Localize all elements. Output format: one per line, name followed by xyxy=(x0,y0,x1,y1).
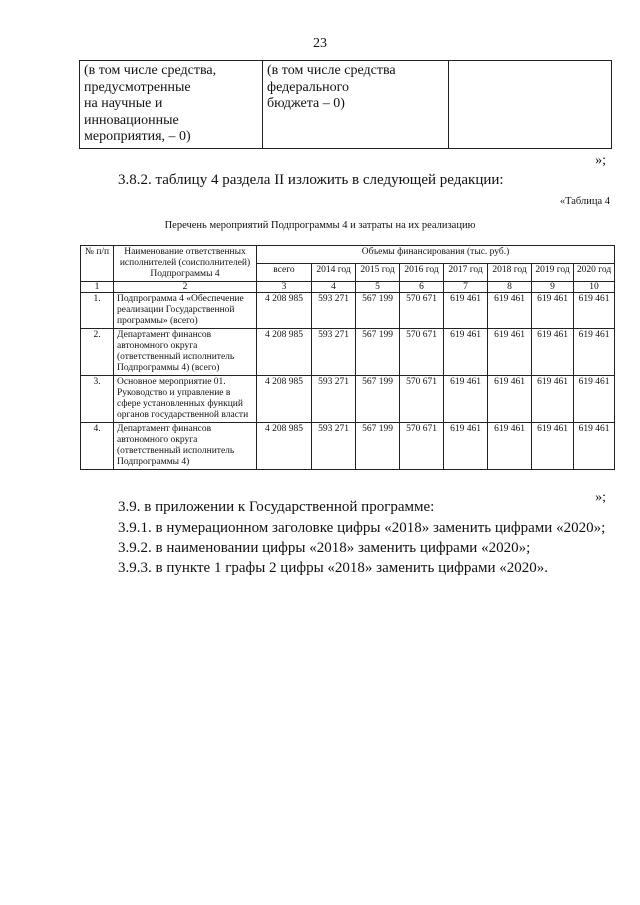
cell-line: федерального xyxy=(267,79,350,95)
paragraph: 3.9. в приложении к Государственной программе: xyxy=(118,499,435,515)
header-year: 2018 год xyxy=(488,264,532,282)
table-row xyxy=(81,376,615,423)
row-name: Департамент финансов автономного округа (ответственный исполнитель Подпрограммы 4) xyxy=(114,423,257,470)
cell-line: предусмотренные xyxy=(84,79,191,95)
header-financing-group: Объемы финансирования (тыс. руб.) xyxy=(257,246,615,264)
row-value: 593 271 xyxy=(312,423,356,470)
row-value: 619 461 xyxy=(574,329,615,376)
column-number: 7 xyxy=(444,282,488,293)
continuation-cell-2 xyxy=(263,61,449,149)
row-index: 3. xyxy=(81,376,114,423)
row-index: 1. xyxy=(81,293,114,329)
table-row xyxy=(81,423,615,470)
row-value: 619 461 xyxy=(532,329,574,376)
row-value: 570 671 xyxy=(400,376,444,423)
row-value: 619 461 xyxy=(444,293,488,329)
header-year: 2017 год xyxy=(444,264,488,282)
row-value: 567 199 xyxy=(356,329,400,376)
row-total: 4 208 985 xyxy=(257,423,312,470)
table-title: Перечень мероприятий Подпрограммы 4 и затраты на их реализацию xyxy=(164,220,476,231)
column-number: 9 xyxy=(532,282,574,293)
row-value: 593 271 xyxy=(312,329,356,376)
row-name: Департамент финансов автономного округа (ответственный исполнитель Подпрограммы 4) (всего) xyxy=(114,329,257,376)
financing-table xyxy=(80,245,615,470)
header-year: 2016 год xyxy=(400,264,444,282)
column-number: 1 xyxy=(81,282,114,293)
row-value: 619 461 xyxy=(444,376,488,423)
row-value: 570 671 xyxy=(400,329,444,376)
row-value: 619 461 xyxy=(574,293,615,329)
page-number: 23 xyxy=(313,36,327,51)
cell-line: (в том числе средства, xyxy=(84,63,217,78)
header-year: 2014 год xyxy=(312,264,356,282)
cell-line: на научные и xyxy=(84,96,163,111)
header-total: всего xyxy=(257,264,312,282)
row-value: 619 461 xyxy=(532,293,574,329)
row-value: 619 461 xyxy=(574,423,615,470)
row-value: 619 461 xyxy=(532,423,574,470)
row-index: 4. xyxy=(81,423,114,470)
row-value: 619 461 xyxy=(532,376,574,423)
row-name: Основное мероприятие 01. Руководство и управление в сфере установленных функций органов государственной власти xyxy=(114,376,257,423)
cell-line: бюджета – 0) xyxy=(267,96,345,111)
cell-line: мероприятия, – 0) xyxy=(84,129,191,144)
row-value: 567 199 xyxy=(356,423,400,470)
row-value: 593 271 xyxy=(312,376,356,423)
column-number: 2 xyxy=(114,282,257,293)
row-total: 4 208 985 xyxy=(257,329,312,376)
column-number: 6 xyxy=(400,282,444,293)
row-value: 593 271 xyxy=(312,293,356,329)
cell-line: инновационные xyxy=(84,112,179,128)
paragraph: 3.9.1. в нумерационном заголовке цифры «2018» заменить цифрами «2020»; xyxy=(118,520,606,536)
continuation-cell-1 xyxy=(80,61,263,149)
header-name: Наименование ответственных исполнителей (соисполнителей) Подпрограммы 4 xyxy=(114,246,257,282)
row-value: 619 461 xyxy=(444,423,488,470)
row-value: 567 199 xyxy=(356,293,400,329)
row-total: 4 208 985 xyxy=(257,376,312,423)
row-value: 619 461 xyxy=(444,329,488,376)
row-value: 570 671 xyxy=(400,293,444,329)
row-value: 619 461 xyxy=(488,329,532,376)
column-number: 4 xyxy=(312,282,356,293)
table-row xyxy=(81,293,615,329)
row-total: 4 208 985 xyxy=(257,293,312,329)
row-value: 619 461 xyxy=(488,376,532,423)
continuation-cell-3 xyxy=(449,61,612,149)
closing-quote: »; xyxy=(595,490,606,505)
row-value: 567 199 xyxy=(356,376,400,423)
section-heading: 3.8.2. таблицу 4 раздела II изложить в следующей редакции: xyxy=(118,172,504,188)
header-year: 2015 год xyxy=(356,264,400,282)
column-number: 8 xyxy=(488,282,532,293)
column-number: 5 xyxy=(356,282,400,293)
row-value: 570 671 xyxy=(400,423,444,470)
table-row xyxy=(81,329,615,376)
column-number: 3 xyxy=(257,282,312,293)
paragraph: 3.9.3. в пункте 1 графы 2 цифры «2018» заменить цифрами «2020». xyxy=(118,560,549,576)
row-value: 619 461 xyxy=(488,423,532,470)
continuation-table xyxy=(79,60,612,149)
paragraph: 3.9.2. в наименовании цифры «2018» заменить цифрами «2020»; xyxy=(118,540,531,556)
row-value: 619 461 xyxy=(574,376,615,423)
column-number: 10 xyxy=(574,282,615,293)
row-value: 619 461 xyxy=(488,293,532,329)
column-number-row xyxy=(81,282,615,293)
row-name: Подпрограмма 4 «Обеспечение реализации Государственной программы» (всего) xyxy=(114,293,257,329)
cell-line: (в том числе средства xyxy=(267,63,396,78)
closing-quote: »; xyxy=(595,153,606,168)
header-year: 2019 год xyxy=(532,264,574,282)
row-index: 2. xyxy=(81,329,114,376)
header-num: № п/п xyxy=(81,246,114,282)
header-year: 2020 год xyxy=(574,264,615,282)
table-label: «Таблица 4 xyxy=(559,196,610,207)
